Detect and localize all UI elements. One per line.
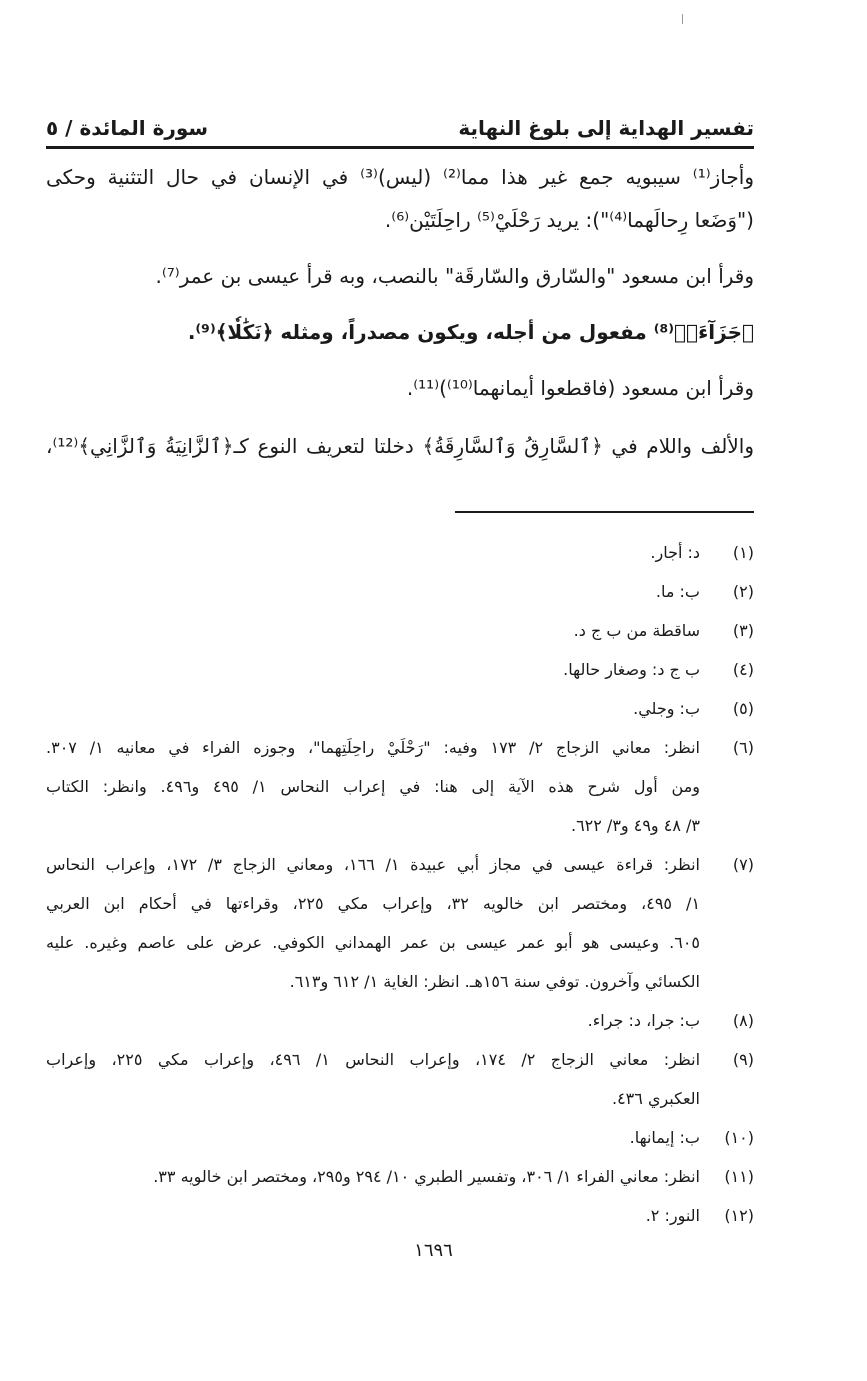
- footnote-text: ١/ ٤٩٥، ومختصر ابن خالويه ٣٢، وإعراب مكي ٢٢٥، وقراءتها في أحكام ابن العربي: [46, 894, 701, 913]
- footnote-text: ب: إيمانها.: [629, 1128, 700, 1147]
- footnote-text: ب: ما.: [655, 582, 700, 601]
- footnote: [46, 611, 754, 650]
- footnote: [46, 572, 754, 611]
- footnote-text: ٣/ ٤٨ و٤٩ و٣/ ٦٢٢.: [570, 816, 700, 835]
- footnote: [46, 1001, 754, 1040]
- footnote-text: د: أجار.: [650, 543, 700, 562]
- header-rule: [46, 146, 754, 149]
- footnote-text: انظر: قراءة عيسى في مجاز أبي عبيدة ١/ ١٦٦، ومعاني الزجاج ٣/ ١٧٢، وإعراب النحاس: [46, 855, 701, 874]
- running-header: [46, 104, 754, 140]
- main-line: والألف واللام في ﴿ٱلسَّارِقُ وَٱلسَّارِقَةُ﴾ دخلتا لتعريف النوع كـ﴿ٱلزَّانِيَةُ وَٱلزَّانِي﴾⁽¹²⁾،: [46, 434, 754, 458]
- footnote-text: ساقطة من ب ج د.: [573, 621, 700, 640]
- footnote-number: (٩): [732, 1050, 754, 1069]
- footnote: [46, 650, 754, 689]
- main-line: ﴿جَزَآءَۢ﴾⁽⁸⁾ مفعول من أجله، ويكون مصدراً، ومثله ﴿نَكَٰلٗا﴾⁽⁹⁾.: [187, 320, 754, 344]
- footnote-text: ومن أول شرح هذه الآية إلى هنا: في إعراب النحاس ١/ ٤٩٥ و٤٩٦. وانظر: الكتاب: [46, 777, 700, 796]
- footnote-number: (٦): [732, 738, 754, 757]
- footnote: [46, 689, 754, 728]
- main-line: وقرأ ابن مسعود "والسّارق والسّارقَة" بالنصب، وبه قرأ عيسى بن عمر⁽⁷⁾.: [155, 264, 754, 288]
- footnote-text: النور: ٢.: [645, 1206, 700, 1225]
- footnote-text: ب ج د: وصغار حالها.: [563, 660, 700, 679]
- main-text: [46, 156, 754, 468]
- scan-mark: [682, 14, 683, 24]
- footnote-number: (٥): [732, 699, 754, 718]
- footnote: [46, 728, 754, 845]
- footnote-text: ب: وجلي.: [633, 699, 700, 718]
- book-title: تفسير الهداية إلى بلوغ النهاية: [458, 116, 754, 140]
- footnote-number: (٢): [732, 582, 754, 601]
- footnote-number: (٤): [732, 660, 754, 679]
- main-line: وأجاز⁽¹⁾ سيبويه جمع غير هذا مما⁽²⁾ (ليس)⁽³⁾ في الإنسان في حال التثنية وحكى: [46, 165, 754, 189]
- footnote: [46, 533, 754, 572]
- footnote: [46, 845, 754, 1001]
- footnote-text: انظر: معاني الزجاج ٢/ ١٧٣ وفيه: "رَحْلَيْ راحِلَتِهما"، وجوزه الفراء في معانيه ١/ ٣٠٧.: [46, 738, 700, 757]
- surah-reference: سورة المائدة / ٥: [46, 116, 209, 140]
- footnote-text: الكسائي وآخرون. توفي سنة ١٥٦هـ. انظر: الغاية ١/ ٦١٢ و٦١٣.: [289, 972, 700, 991]
- footnote: [46, 1196, 754, 1235]
- footnote-number: (١): [732, 543, 754, 562]
- footnote-number: (١١): [724, 1167, 754, 1186]
- footnote-number: (٨): [732, 1011, 754, 1030]
- footnote-text: انظر: معاني الزجاج ٢/ ١٧٤، وإعراب النحاس ١/ ٤٩٦، وإعراب مكي ٢٢٥، وإعراب: [46, 1050, 701, 1069]
- footnote: [46, 1118, 754, 1157]
- footnote: [46, 1040, 754, 1118]
- footnote-number: (٧): [732, 855, 754, 874]
- main-line: وقرأ ابن مسعود (فاقطعوا أيمانهما⁽¹⁰⁾)⁽¹¹⁾.: [406, 376, 754, 400]
- footnote-separator: [455, 511, 754, 513]
- footnote-text: العكبري ٤٣٦.: [611, 1089, 700, 1108]
- footnote-number: (٣): [732, 621, 754, 640]
- footnote-text: ٦٠٥. وعيسى هو أبو عمر عيسى بن عمر الهمداني الكوفي. عرض على عاصم وغيره. عليه: [46, 933, 700, 952]
- footnote-text: ب: جرا، د: جراء.: [587, 1011, 700, 1030]
- footnote-number: (١٢): [724, 1206, 754, 1225]
- page-number: ١٦٩٦: [414, 1240, 453, 1261]
- main-line: ("وَضَعا رِحالَهما⁽⁴⁾"): يريد رَحْلَيْ⁽⁵⁾ راحِلَتَيْن⁽⁶⁾.: [384, 208, 754, 232]
- footnotes: [46, 533, 754, 1235]
- footnote-text: انظر: معاني الفراء ١/ ٣٠٦، وتفسير الطبري ١٠/ ٢٩٤ و٢٩٥، ومختصر ابن خالويه ٣٣.: [153, 1167, 700, 1186]
- footnote: [46, 1157, 754, 1196]
- footnote-number: (١٠): [724, 1128, 754, 1147]
